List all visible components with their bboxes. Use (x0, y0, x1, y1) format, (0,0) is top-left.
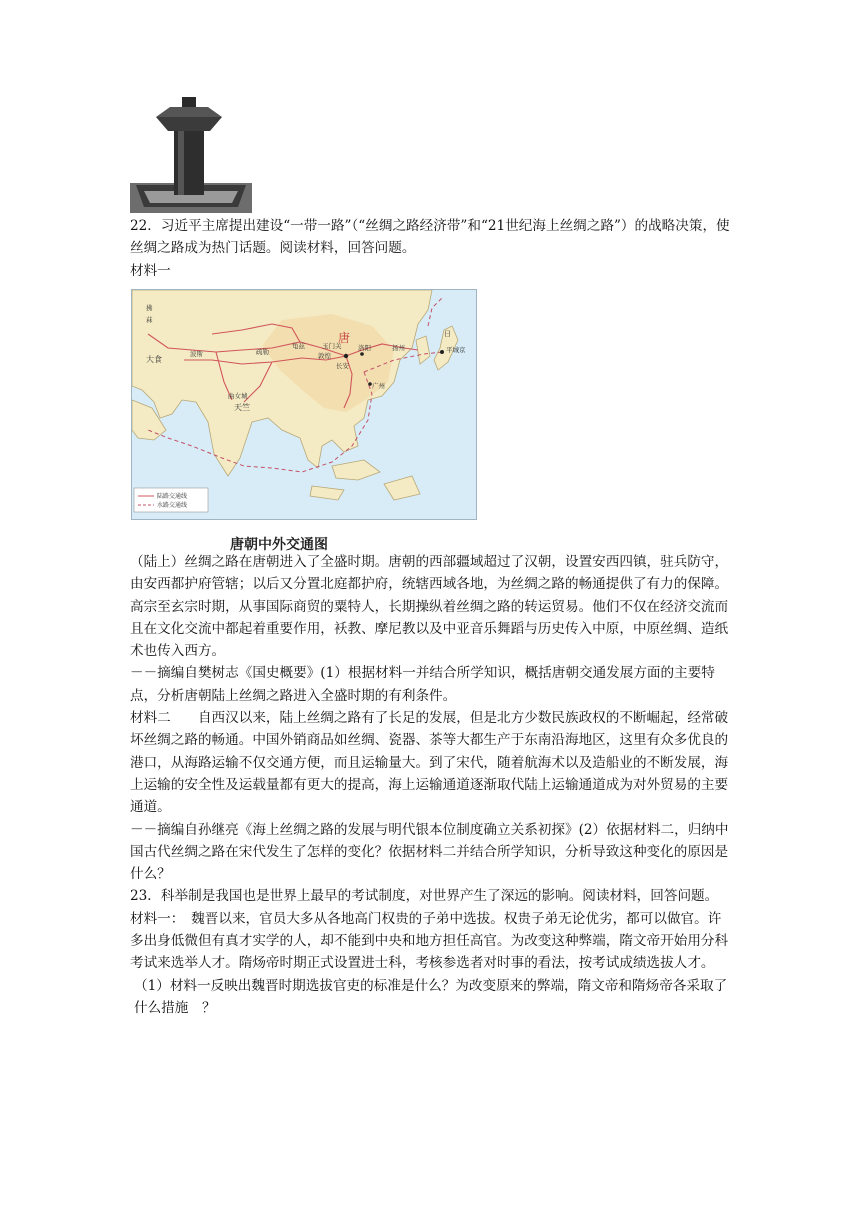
map-label-yumenguan: 玉门关 (322, 342, 342, 350)
map-label-yangzhou: 扬州 (392, 344, 405, 352)
map-label-lin: 菻 (146, 316, 153, 324)
map-label-dashi: 大食 (146, 355, 162, 364)
material1-label: 材料一 (130, 263, 171, 279)
map-label-dunhuang: 敦煌 (318, 352, 331, 360)
tang-trade-routes-map (131, 289, 477, 520)
map-label-ri: 日 (444, 330, 451, 338)
source2-question2: －－摘编自孙继亮《海上丝绸之路的发展与明代银本位制度确立关系初探》(2）依据材料二，归纳中国古代丝绸之路在宋代发生了怎样的变化？依据材料二并结合所学知识，分析导致这种变化的原因是什么？ (130, 821, 729, 883)
map-caption: 唐朝中外交通图 (230, 537, 328, 553)
map-label-bosi: 波斯 (190, 350, 203, 358)
map-label-qunvcheng: 曲女城 (228, 392, 248, 400)
map-label-fu: 拂 (146, 304, 153, 312)
material1-text: （陆上）丝绸之路在唐朝进入了全盛时期。唐朝的西部疆域超过了汉朝，设置安西四镇，驻兵防守，由安西都护府管辖；以后又分置北庭都护府，统辖西域各地，为丝绸之路的畅通提供了有力的保障。高宗至玄宗时期，从事国际商贸的粟特人，长期操纵着丝绸之路的转运贸易。他们不仅在经济交流而且在文化交流中都起着重要作用，袄教、摩尼教以及中亚音乐舞蹈与历史传入中原，中原丝绸、造纸术也传入西方。 (130, 554, 729, 660)
map-label-pingchengjing: 平城京 (446, 346, 466, 354)
artifact-photo (130, 97, 252, 213)
legend-land-route: 陆路交通线 (157, 493, 188, 500)
q23-material1: 材料一： 魏晋以来，官员大多从各地高门权贵的子弟中选拔。权贵子弟无论优劣，都可以做官。许多出身低微但有真才实学的人，却不能到中央和地方担任高官。为改变这种弊端，隋文帝开始用分科考试来选举人才。隋炀帝时期正式设置进士科，考核参选者对时事的看法，按考试成绩选拔人才。 (130, 910, 729, 972)
q23-intro: 23．科举制是我国也是世界上最早的考试制度，对世界产生了深远的影响。阅读材料，回答问题。 (130, 888, 719, 905)
document-body (130, 551, 730, 1019)
map-label-shule: 疏勒 (256, 348, 269, 356)
q23-question1: （1）材料一反映出魏晋时期选拔官吏的标准是什么？为改变原来的弊端，隋文帝和隋炀帝各采取了什么措施 ？ (134, 977, 728, 1016)
material2-text: 材料二 自西汉以来，陆上丝绸之路有了长足的发展，但是北方少数民族政权的不断崛起，经常破坏丝绸之路的畅通。中国外销商品如丝绸、瓷器、茶等大都生产于东南沿海地区，这里有众多优良的港口，从海路运输不仅交通方便，而且运输量大。到了宋代，随着航海术以及造船业的不断发展，海上运输的安全性及运载量都有更大的提高，海上运输通道逐渐取代陆上运输通道成为对外贸易的主要通道。 (130, 710, 729, 816)
map-label-guangzhou: 广州 (372, 382, 385, 390)
map-label-tang: 唐 (338, 331, 351, 345)
q22-intro: 22．习近平主席提出建设“一带一路”（“丝绸之路经济带”和“21世纪海上丝绸之路”）的战略决策，使丝绸之路成为热门话题。阅读材料，回答问题。 (130, 218, 730, 257)
map-label-tianzhu: 天竺 (234, 403, 250, 412)
map-legend (134, 488, 208, 512)
source1-question1: －－摘编自樊树志《国史概要》(1）根据材料一并结合所学知识，概括唐朝交通发展方面的主要特点，分析唐朝陆上丝绸之路进入全盛时期的有利条件。 (130, 665, 715, 704)
map-label-changan: 长安 (336, 362, 349, 370)
map-label-luoyang: 洛阳 (358, 344, 371, 352)
map-landmass (132, 290, 432, 476)
map-label-qiuci: 龟兹 (292, 342, 305, 350)
legend-sea-route: 水路交通线 (157, 502, 188, 509)
